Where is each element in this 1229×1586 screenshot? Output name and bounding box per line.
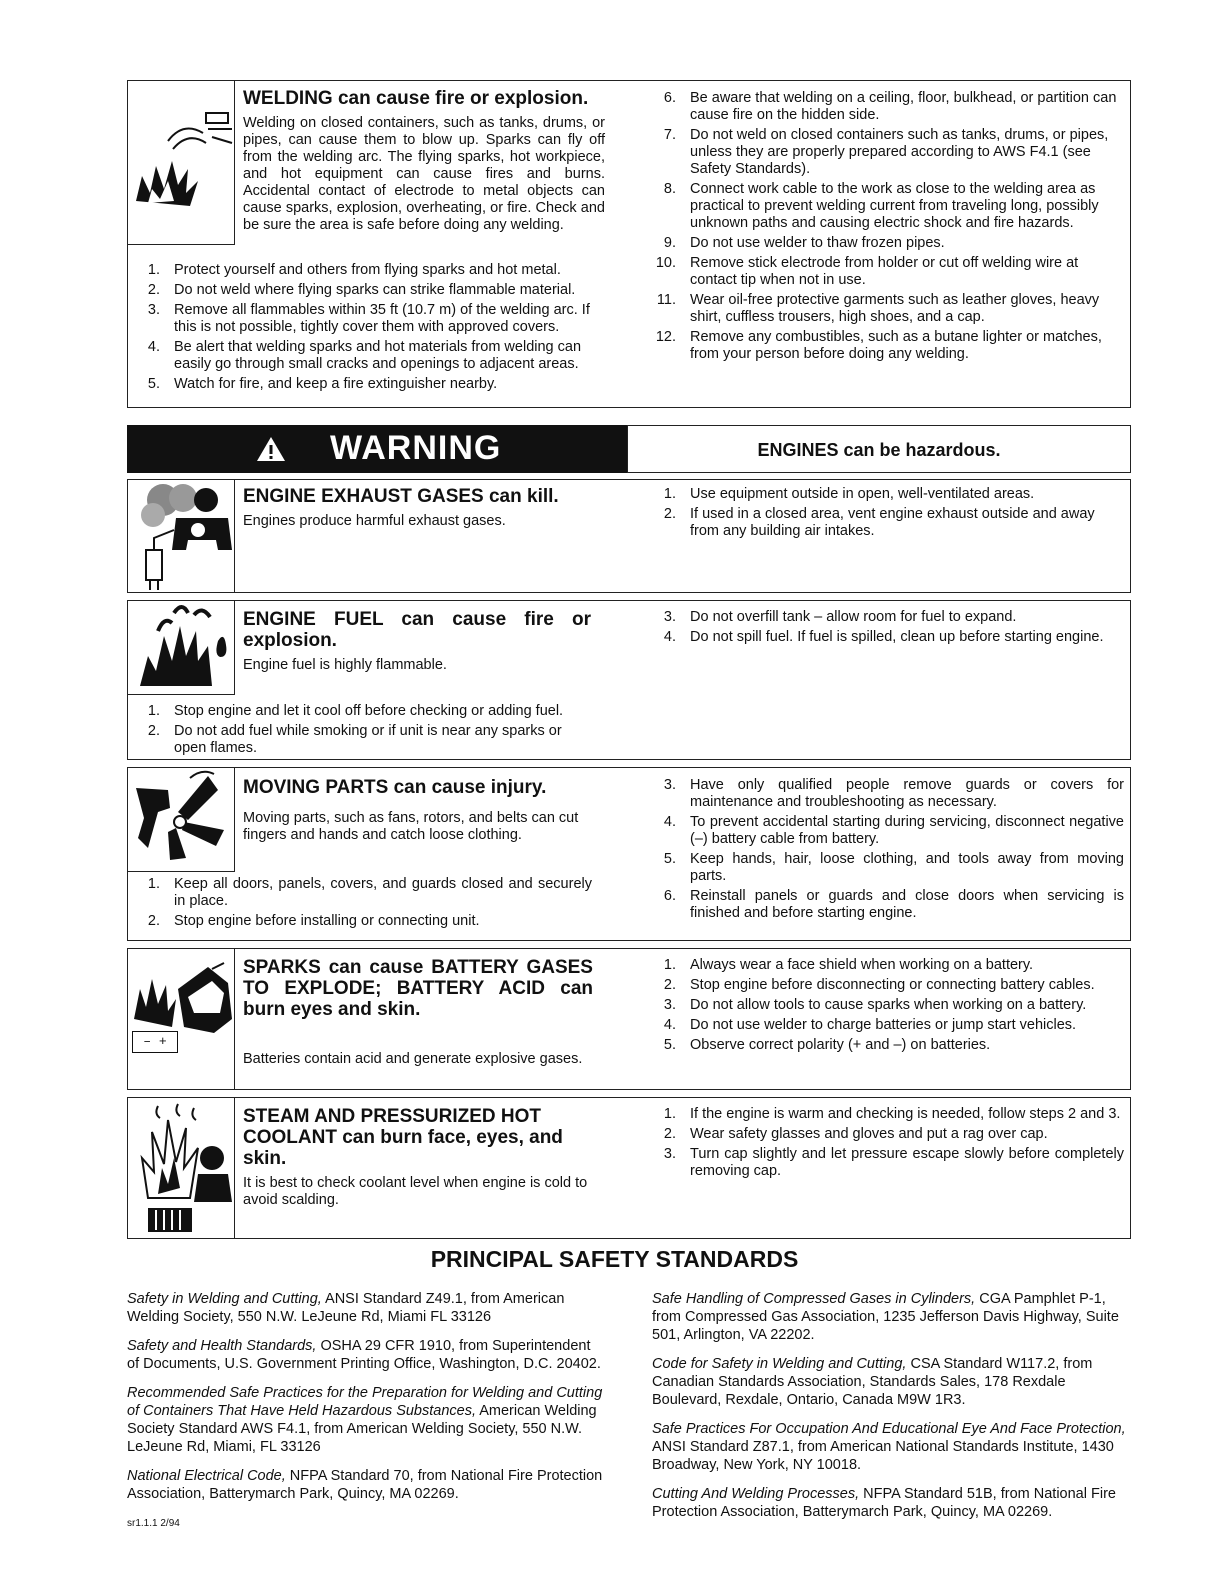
list-item (132, 282, 610, 299)
list-item (648, 814, 1124, 848)
list-item (648, 629, 1124, 646)
list-item-text: Stop engine before disconnecting or connecting battery cables. (690, 977, 1095, 993)
steam-right-list (648, 1106, 1124, 1180)
list-item (648, 1146, 1124, 1180)
standard-entry (652, 1290, 1132, 1344)
standard-source: NFPA Standard 51B, from National Fire Protection Association, Batterymarch Park, Quincy, MA 02269. (652, 1486, 1116, 1520)
footer-code: sr1.1.1 2/94 (127, 1518, 180, 1529)
standard-entry (652, 1355, 1132, 1409)
list-item-text: Remove stick electrode from holder or cut off welding wire at contact tip when not in use. (690, 255, 1079, 288)
list-item (648, 255, 1124, 289)
exhaust-gas-icon (128, 480, 234, 592)
standard-title: National Electrical Code, (127, 1468, 286, 1484)
moving-parts-intro: Moving parts, such as fans, rotors, and belts can cut fingers and hands and catch loose clothing. (243, 810, 579, 843)
list-item-text: Always wear a face shield when working on a battery. (690, 957, 1034, 973)
list-item (648, 997, 1124, 1014)
list-item-text: Do not use welder to thaw frozen pipes. (690, 235, 945, 251)
list-item-number: 3. (663, 609, 676, 625)
standard-source: CSA Standard W117.2, from Canadian Standards Association, Standards Sales, 178 Rexdale Boulevard, Rexdale, Ontario, Canada M9W 1R3. (652, 1356, 1093, 1408)
list-item-text: Protect yourself and others from flying sparks and hot metal. (174, 262, 561, 278)
list-item-number: 3. (663, 997, 676, 1013)
list-item (648, 506, 1124, 540)
standards-title: PRINCIPAL SAFETY STANDARDS (430, 1246, 799, 1272)
list-item (648, 1037, 1124, 1054)
list-item-number: 2. (663, 1126, 676, 1142)
list-item-number: 8. (663, 181, 676, 197)
list-item-text: Keep hands, hair, loose clothing, and tools away from moving parts. (690, 851, 1124, 884)
list-item-number: 1. (663, 486, 676, 502)
list-item (132, 913, 592, 930)
exhaust-title: ENGINE EXHAUST GASES can kill. (243, 486, 559, 507)
list-item (648, 957, 1124, 974)
standard-title: Safety and Health Standards, (127, 1338, 317, 1354)
welding-icon-box (127, 80, 235, 245)
standard-entry (652, 1420, 1132, 1474)
list-item (648, 888, 1124, 922)
list-item-number: 3. (663, 1146, 676, 1162)
welding-left-list (132, 262, 610, 393)
standard-title: Cutting And Welding Processes, (652, 1486, 860, 1502)
list-item-text: Watch for fire, and keep a fire extinguisher nearby. (174, 376, 498, 392)
list-item (648, 777, 1124, 811)
list-item-text: Wear oil-free protective garments such as leather gloves, heavy shirt, cuffless trousers, high shoes, and a cap. (690, 292, 1100, 325)
list-item-number: 2. (147, 913, 160, 929)
standard-source: CGA Pamphlet P-1, from Compressed Gas Association, 1235 Jefferson Davis Highway, Suite 501, Arlington, VA 22202. (652, 1291, 1119, 1343)
list-item-number: 11. (656, 292, 676, 308)
fuel-title: ENGINE FUEL can cause fire or explosion. (243, 609, 591, 651)
list-item-text: Do not weld where flying sparks can strike flammable material. (174, 282, 576, 298)
list-item-number: 3. (663, 777, 676, 793)
standard-entry (127, 1467, 605, 1503)
fuel-icon-box (127, 600, 235, 695)
list-item-number: 3. (147, 302, 160, 318)
list-item-text: Remove any combustibles, such as a butane lighter or matches, from your person before doing any welding. (690, 329, 1102, 362)
list-item-number: 1. (663, 1106, 676, 1122)
list-item-text: Do not use welder to charge batteries or jump start vehicles. (690, 1017, 1077, 1033)
list-item (648, 486, 1124, 503)
warning-banner (127, 425, 627, 473)
list-item-number: 2. (663, 506, 676, 522)
list-item-text: Use equipment outside in open, well-ventilated areas. (690, 486, 1035, 502)
standard-source: OSHA 29 CFR 1910, from Superintendent of Documents, U.S. Government Printing Office, Washington, D.C. 20402. (127, 1338, 601, 1372)
exhaust-right-list (648, 486, 1124, 540)
list-item (648, 235, 1124, 252)
moving-parts-icon-box (127, 767, 235, 872)
list-item (132, 302, 610, 336)
standard-source: NFPA Standard 70, from National Fire Protection Association, Batterymarch Park, Quincy, MA 02269. (127, 1468, 603, 1502)
list-item (648, 1106, 1124, 1123)
standard-source: American Welding Society Standard AWS F4.1, from American Welding Society, 550 N.W. LeJeune Rd, Miami, FL 33126 (127, 1403, 597, 1455)
moving-parts-left-list (132, 876, 592, 930)
list-item (648, 90, 1124, 124)
standard-source: ANSI Standard Z87.1, from American National Standards Institute, 1430 Broadway, New York, NY 10018. (652, 1439, 1114, 1473)
battery-right-list (648, 957, 1124, 1054)
list-item-text: Do not allow tools to cause sparks when working on a battery. (690, 997, 1087, 1013)
list-item-text: Remove all flammables within 35 ft (10.7 m) of the welding arc. If this is not possible, tightly cover them with approved covers. (174, 302, 590, 335)
list-item-text: Be alert that welding sparks and hot materials from welding can easily go through small cracks and openings to adjacent areas. (174, 339, 582, 372)
moving-parts-right-list (648, 777, 1124, 922)
list-item (648, 292, 1124, 326)
list-item (648, 851, 1124, 885)
list-item-number: 1. (147, 262, 160, 278)
list-item (648, 977, 1124, 994)
list-item-number: 2. (663, 977, 676, 993)
list-item-number: 12. (655, 329, 676, 345)
list-item-text: Do not add fuel while smoking or if unit is near any sparks or open flames. (174, 723, 562, 756)
list-item-number: 9. (663, 235, 676, 251)
steam-title: STEAM AND PRESSURIZED HOT COOLANT can burn face, eyes, and skin. (243, 1106, 563, 1169)
list-item-text: Observe correct polarity (+ and –) on batteries. (690, 1037, 991, 1053)
list-item-number: 2. (147, 723, 160, 739)
standard-title: Safe Practices For Occupation And Educational Eye And Face Protection, (652, 1421, 1126, 1437)
list-item-text: If the engine is warm and checking is needed, follow steps 2 and 3. (690, 1106, 1121, 1122)
standard-title: Safety in Welding and Cutting, (127, 1291, 322, 1307)
list-item-number: 1. (663, 957, 676, 973)
standard-entry (652, 1485, 1132, 1521)
list-item (648, 329, 1124, 363)
list-item-text: Turn cap slightly and let pressure escape slowly before completely removing cap. (690, 1146, 1124, 1179)
welding-fire-icon (128, 81, 234, 244)
list-item (132, 262, 610, 279)
list-item-number: 6. (663, 888, 676, 904)
warning-triangle-icon (255, 435, 287, 463)
list-item-number: 5. (663, 1037, 676, 1053)
battery-explosion-icon (128, 949, 234, 1089)
battery-icon-box (127, 948, 235, 1090)
exhaust-intro: Engines produce harmful exhaust gases. (243, 513, 506, 529)
list-item-number: 5. (147, 376, 160, 392)
list-item-text: Do not spill fuel. If fuel is spilled, clean up before starting engine. (690, 629, 1104, 645)
list-item-text: Keep all doors, panels, covers, and guards closed and securely in place. (174, 876, 592, 909)
list-item-text: Stop engine and let it cool off before checking or adding fuel. (174, 703, 564, 719)
list-item-text: Reinstall panels or guards and close doors when servicing is finished and before starting engine. (690, 888, 1124, 921)
list-item (648, 127, 1124, 178)
fuel-left-list (132, 703, 592, 757)
fan-hand-icon (128, 768, 234, 871)
list-item-number: 4. (663, 1017, 676, 1033)
welding-title: WELDING can cause fire or explosion. (243, 88, 589, 109)
exhaust-icon-box (127, 479, 235, 593)
warning-label: WARNING (330, 429, 502, 467)
list-item-text: Have only qualified people remove guards or covers for maintenance and troubleshooting as necessary. (690, 777, 1124, 810)
list-item (648, 609, 1124, 626)
list-item-number: 4. (663, 629, 676, 645)
list-item-text: To prevent accidental starting during servicing, disconnect negative (–) battery cable from battery. (690, 814, 1124, 847)
list-item (132, 703, 592, 720)
list-item-number: 5. (663, 851, 676, 867)
list-item-number: 1. (147, 703, 160, 719)
list-item-number: 10. (655, 255, 676, 271)
list-item-text: Do not weld on closed containers such as tanks, drums, or pipes, unless they are properly prepared according to AWS F4.1 (see Safety Standards). (690, 127, 1109, 177)
standard-title: Recommended Safe Practices for the Preparation for Welding and Cutting of Containers That Have Held Hazardous Substances, (127, 1385, 603, 1419)
list-item-text: Wear safety glasses and gloves and put a rag over cap. (690, 1126, 1048, 1142)
steam-coolant-icon (128, 1098, 234, 1238)
battery-intro: Batteries contain acid and generate explosive gases. (243, 1051, 583, 1067)
list-item (132, 876, 592, 910)
standard-title: Code for Safety in Welding and Cutting, (652, 1356, 907, 1372)
standard-title: Safe Handling of Compressed Gases in Cylinders, (652, 1291, 976, 1307)
list-item-number: 2. (147, 282, 160, 298)
standards-left-column (127, 1290, 605, 1514)
steam-icon-box (127, 1097, 235, 1239)
list-item-number: 6. (663, 90, 676, 106)
list-item (132, 723, 592, 757)
battery-title: SPARKS can cause BATTERY GASES TO EXPLODE; BATTERY ACID can burn eyes and skin. (243, 957, 593, 1020)
moving-parts-title: MOVING PARTS can cause injury. (243, 777, 547, 798)
list-item-number: 7. (663, 127, 676, 143)
welding-right-list (648, 90, 1124, 363)
list-item (648, 1017, 1124, 1034)
engines-heading: ENGINES can be hazardous. (627, 425, 1131, 473)
list-item (648, 1126, 1124, 1143)
list-item-number: 1. (147, 876, 160, 892)
fuel-right-list (648, 609, 1124, 646)
list-item-number: 4. (663, 814, 676, 830)
standard-entry (127, 1337, 605, 1373)
standard-source: ANSI Standard Z49.1, from American Welding Society, 550 N.W. LeJeune Rd, Miami FL 33126 (127, 1291, 565, 1325)
list-item-text: Do not overfill tank – allow room for fuel to expand. (690, 609, 1017, 625)
list-item (132, 376, 610, 393)
list-item-text: Stop engine before installing or connecting unit. (174, 913, 480, 929)
list-item (132, 339, 610, 373)
list-item (648, 181, 1124, 232)
standard-entry (127, 1290, 605, 1326)
list-item-text: If used in a closed area, vent engine exhaust outside and away from any building air intakes. (690, 506, 1095, 539)
list-item-text: Be aware that welding on a ceiling, floor, bulkhead, or partition can cause fire on the hidden side. (690, 90, 1117, 123)
battery-terminal-label: – + (132, 1031, 178, 1053)
standards-right-column (652, 1290, 1132, 1532)
welding-intro: Welding on closed containers, such as tanks, drums, or pipes, can cause them to blow up. Sparks can fly off from the welding arc. The flying sparks, hot workpiece, and hot equipment can cause fires and burns. Accidental contact of electrode to metal objects can cause sparks, explosion, overheating, or fire. Check and be sure the area is safe before doing any welding. (243, 115, 605, 233)
list-item-text: Connect work cable to the work as close to the welding area as practical to prevent welding current from traveling long, possibly unknown paths and causing electric shock and fire hazards. (690, 181, 1099, 231)
standard-entry (127, 1384, 605, 1456)
steam-intro: It is best to check coolant level when engine is cold to avoid scalding. (243, 1175, 588, 1208)
fuel-intro: Engine fuel is highly flammable. (243, 657, 447, 673)
list-item-number: 4. (147, 339, 160, 355)
fuel-fire-icon (128, 601, 234, 694)
